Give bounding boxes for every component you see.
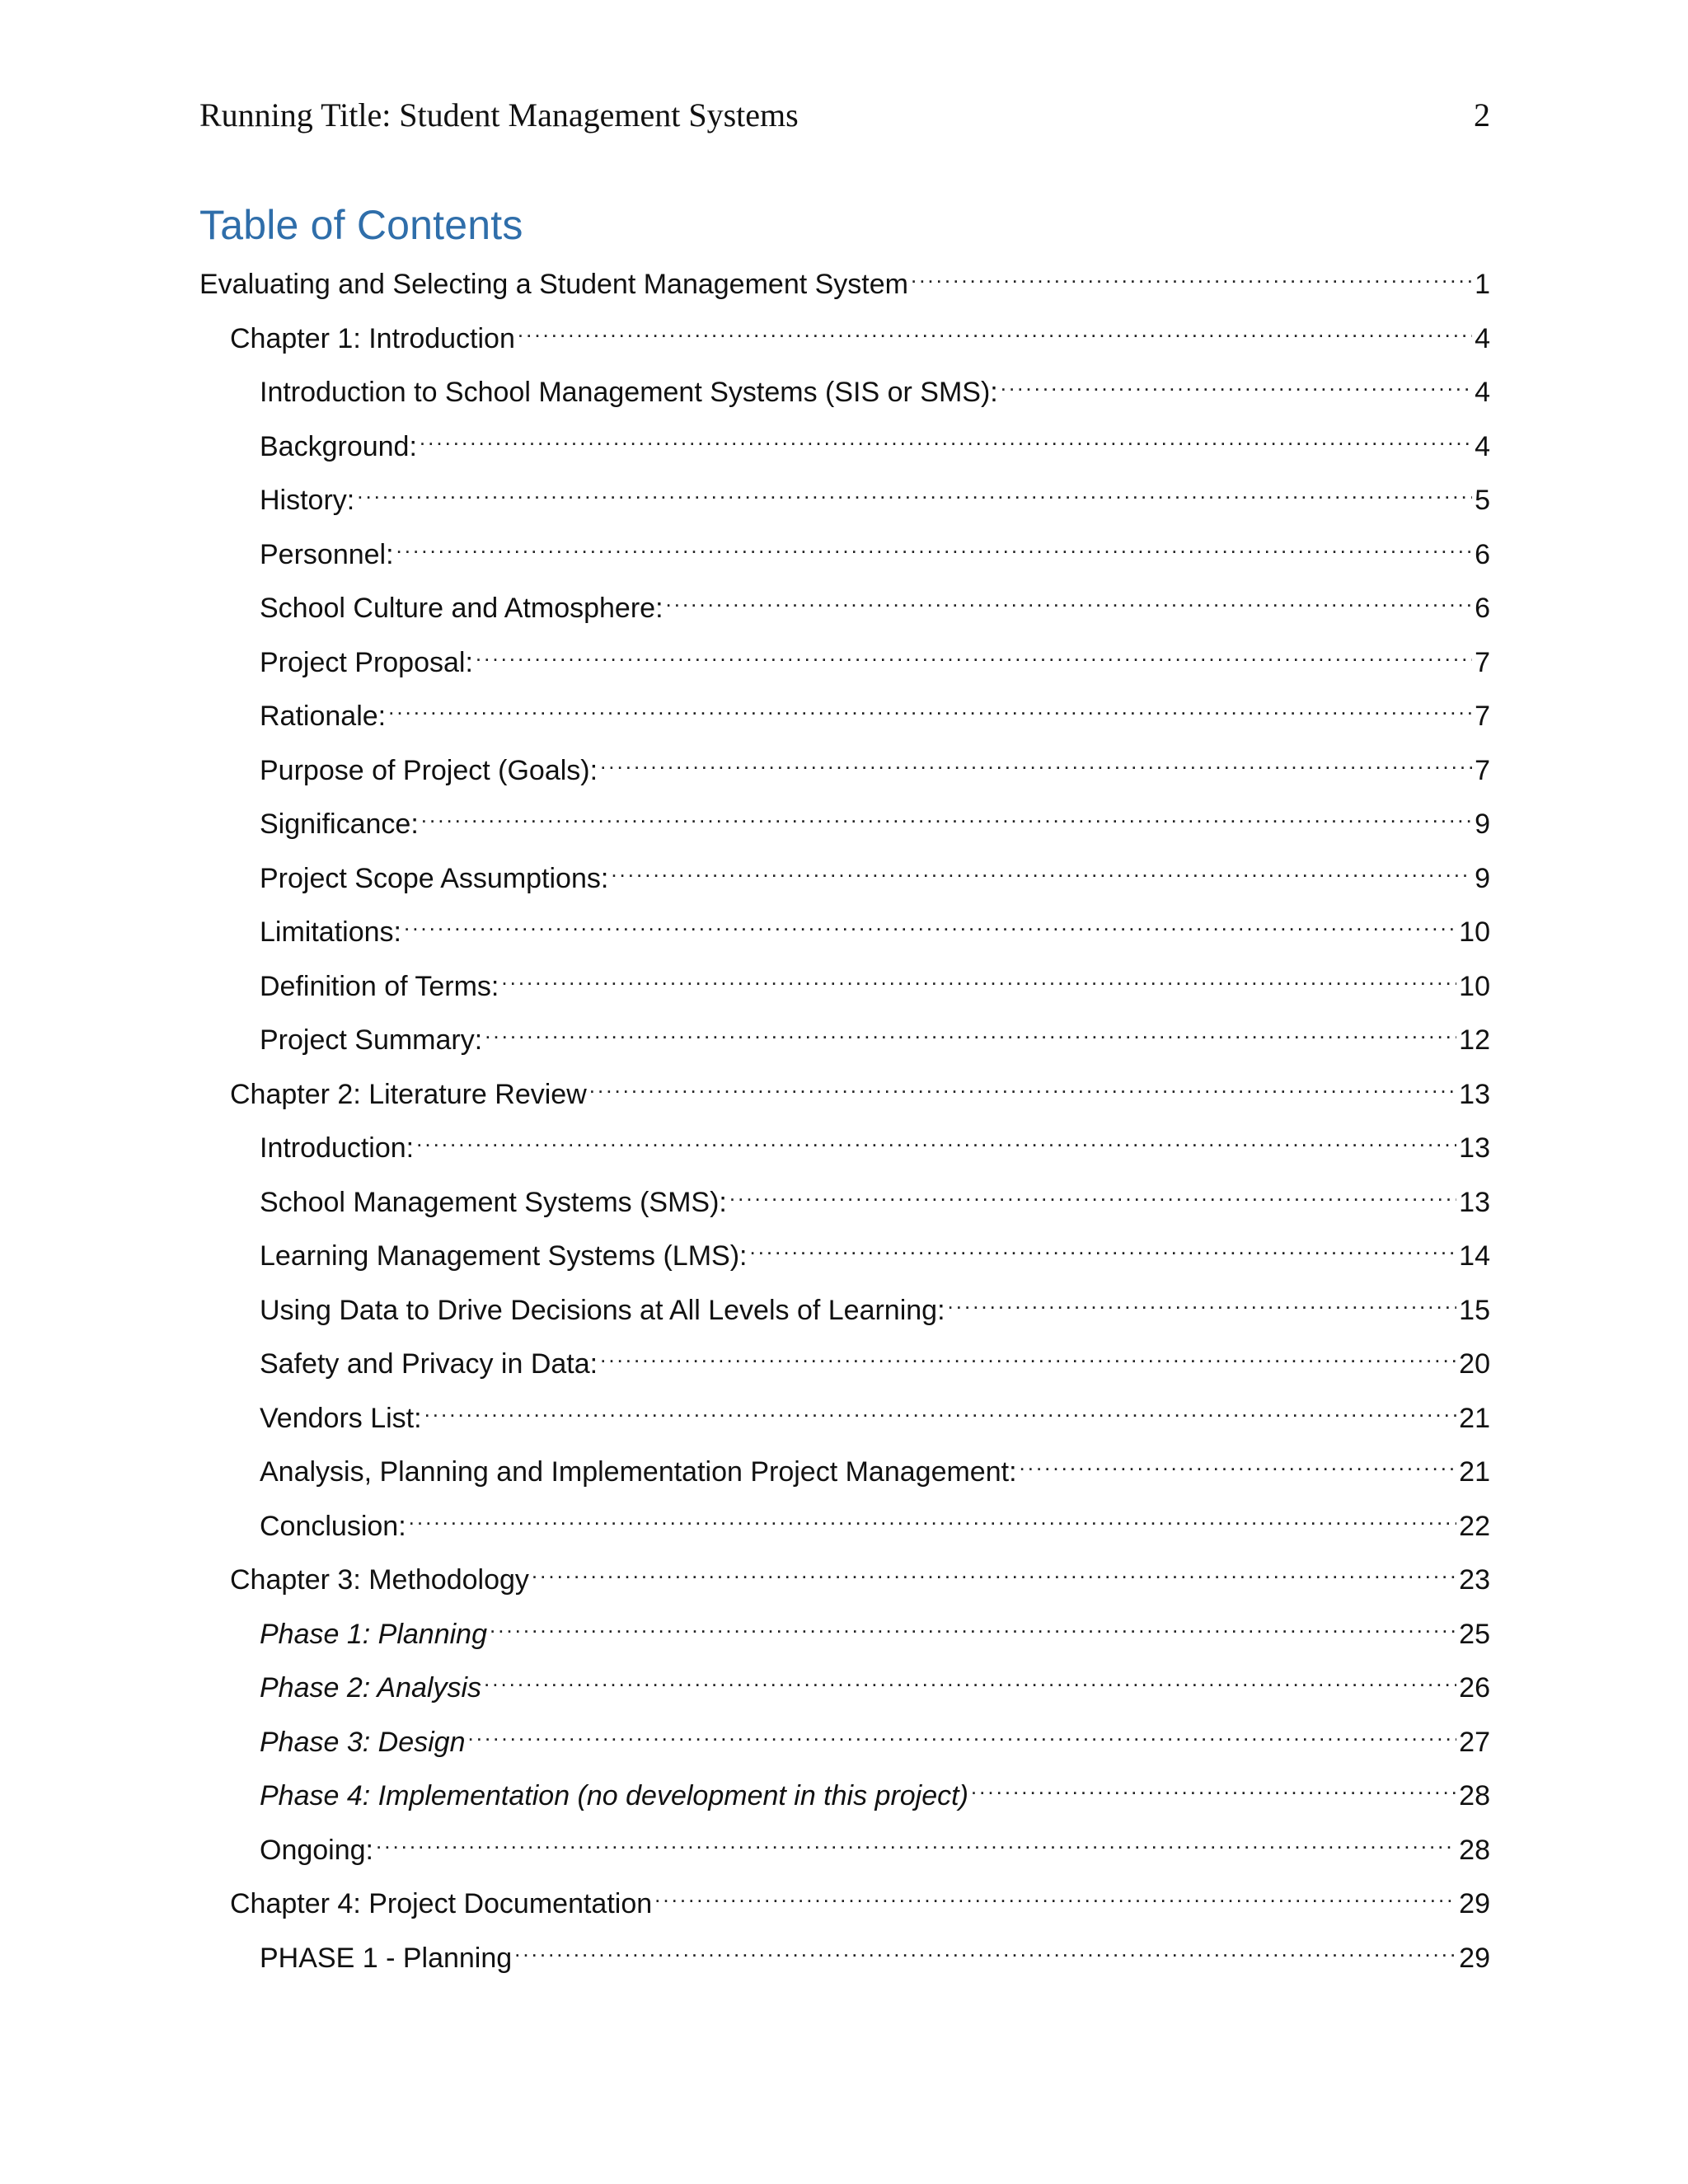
toc-entry-label[interactable]: Analysis, Planning and Implementation Project Management: bbox=[260, 1456, 1017, 1488]
toc-entry-page[interactable]: 4 bbox=[1475, 377, 1490, 408]
toc-entry-page[interactable]: 28 bbox=[1459, 1834, 1490, 1866]
toc-entry-page[interactable]: 14 bbox=[1459, 1240, 1490, 1272]
dot-leader bbox=[600, 1332, 1456, 1373]
toc-entry[interactable] bbox=[199, 1602, 1490, 1657]
toc-entry-label[interactable]: Chapter 4: Project Documentation bbox=[230, 1888, 653, 1919]
toc-entry[interactable] bbox=[199, 954, 1490, 1009]
dot-leader bbox=[1001, 360, 1472, 401]
toc-entry[interactable] bbox=[199, 1764, 1490, 1818]
toc-entry-label[interactable]: Significance: bbox=[260, 808, 419, 840]
toc-entry-label[interactable]: Personnel: bbox=[260, 538, 394, 570]
dot-leader bbox=[911, 252, 1472, 293]
toc-entry-page[interactable]: 7 bbox=[1475, 646, 1490, 678]
toc-entry-label[interactable]: School Culture and Atmosphere: bbox=[260, 593, 663, 624]
toc-entry-page[interactable]: 6 bbox=[1475, 593, 1490, 624]
toc-entry-page[interactable]: 13 bbox=[1459, 1186, 1490, 1218]
dot-leader bbox=[404, 900, 1456, 941]
toc-entry-label[interactable]: Ongoing: bbox=[260, 1834, 373, 1866]
toc-entry-label[interactable]: Learning Management Systems (LMS): bbox=[260, 1240, 748, 1272]
toc-entry-label[interactable]: Phase 4: Implementation (no development in this project) bbox=[260, 1780, 968, 1811]
toc-entry-page[interactable]: 9 bbox=[1475, 808, 1490, 840]
toc-entry[interactable] bbox=[199, 360, 1490, 415]
toc-entry-page[interactable]: 10 bbox=[1459, 916, 1490, 948]
toc-entry-label[interactable]: Chapter 2: Literature Review bbox=[230, 1078, 587, 1110]
toc-entry-page[interactable]: 15 bbox=[1459, 1294, 1490, 1326]
toc-entry-page[interactable]: 13 bbox=[1459, 1078, 1490, 1110]
toc-entry[interactable] bbox=[199, 738, 1490, 793]
dot-leader bbox=[1020, 1440, 1457, 1481]
toc-entry[interactable] bbox=[199, 1008, 1490, 1062]
toc-entry-page[interactable]: 1 bbox=[1475, 269, 1490, 300]
dot-leader bbox=[532, 1548, 1456, 1589]
toc-entry-page[interactable]: 25 bbox=[1459, 1618, 1490, 1650]
toc-entry-label[interactable]: Limitations: bbox=[260, 916, 401, 948]
dot-leader bbox=[600, 738, 1472, 780]
toc-entry[interactable] bbox=[199, 1656, 1490, 1710]
dot-leader bbox=[948, 1278, 1457, 1319]
toc-entry-page[interactable]: 4 bbox=[1475, 430, 1490, 462]
toc-entry[interactable] bbox=[199, 523, 1490, 577]
toc-entry-label[interactable]: Introduction to School Management Systems (SIS or SMS): bbox=[260, 377, 998, 408]
toc-entry-label[interactable]: Vendors List: bbox=[260, 1402, 422, 1434]
toc-entry[interactable] bbox=[199, 1818, 1490, 1872]
toc-entry-label[interactable]: Purpose of Project (Goals): bbox=[260, 754, 598, 786]
dot-leader bbox=[971, 1764, 1456, 1805]
dot-leader bbox=[654, 1872, 1456, 1913]
toc-entry-page[interactable]: 6 bbox=[1475, 538, 1490, 570]
toc-entry-page[interactable]: 12 bbox=[1459, 1024, 1490, 1056]
toc-entry[interactable] bbox=[199, 900, 1490, 954]
toc-entry[interactable] bbox=[199, 1116, 1490, 1170]
toc-entry-label[interactable]: Phase 1: Planning bbox=[260, 1618, 487, 1650]
dot-leader bbox=[376, 1818, 1456, 1859]
toc-entry-page[interactable]: 5 bbox=[1475, 485, 1490, 516]
toc-entry[interactable] bbox=[199, 1170, 1490, 1225]
dot-leader bbox=[514, 1926, 1456, 1967]
toc-entry-label[interactable]: Using Data to Drive Decisions at All Levels of Learning: bbox=[260, 1294, 945, 1326]
toc-entry-label[interactable]: School Management Systems (SMS): bbox=[260, 1186, 727, 1218]
toc-entry[interactable] bbox=[199, 1224, 1490, 1278]
toc-entry-page[interactable]: 10 bbox=[1459, 970, 1490, 1002]
toc-entry-page[interactable]: 26 bbox=[1459, 1672, 1490, 1704]
toc-entry-label[interactable]: Project Proposal: bbox=[260, 646, 473, 678]
toc-entry[interactable] bbox=[199, 684, 1490, 738]
dot-leader bbox=[416, 1116, 1456, 1157]
toc-entry-label[interactable]: History: bbox=[260, 485, 355, 516]
toc-entry-label[interactable]: Chapter 3: Methodology bbox=[230, 1564, 529, 1596]
toc-entry-page[interactable]: 7 bbox=[1475, 701, 1490, 732]
toc-entry-page[interactable]: 7 bbox=[1475, 754, 1490, 786]
toc-entry-page[interactable]: 23 bbox=[1459, 1564, 1490, 1596]
toc-entry-page[interactable]: 29 bbox=[1459, 1888, 1490, 1919]
dot-leader bbox=[409, 1494, 1457, 1535]
toc-entry-label[interactable]: Introduction: bbox=[260, 1132, 415, 1164]
running-title: Running Title: Student Management Systems bbox=[199, 96, 799, 134]
toc-entry[interactable] bbox=[199, 1872, 1490, 1926]
toc-entry-label[interactable]: Evaluating and Selecting a Student Management System bbox=[199, 269, 908, 300]
toc-entry[interactable] bbox=[199, 630, 1490, 685]
toc-entry[interactable] bbox=[199, 846, 1490, 901]
toc-entry-label[interactable]: Rationale: bbox=[260, 701, 387, 732]
dot-leader bbox=[396, 523, 1473, 564]
toc-entry-label[interactable]: Phase 2: Analysis bbox=[260, 1672, 481, 1704]
toc-entry-label[interactable]: PHASE 1 - Planning bbox=[260, 1942, 513, 1974]
dot-leader bbox=[421, 792, 1472, 833]
toc-entry[interactable] bbox=[199, 1710, 1490, 1765]
dot-leader bbox=[357, 468, 1472, 509]
toc-entry-page[interactable]: 28 bbox=[1459, 1780, 1490, 1811]
toc-entry-page[interactable]: 4 bbox=[1475, 322, 1490, 354]
toc-entry-page[interactable]: 27 bbox=[1459, 1726, 1490, 1758]
toc-entry[interactable] bbox=[199, 252, 1490, 307]
toc-entry[interactable] bbox=[199, 1548, 1490, 1602]
toc-entry-label[interactable]: Conclusion: bbox=[260, 1510, 406, 1542]
dot-leader bbox=[484, 1656, 1456, 1697]
dot-leader bbox=[729, 1170, 1456, 1212]
toc-entry-page[interactable]: 13 bbox=[1459, 1132, 1490, 1164]
toc-entry-label[interactable]: Project Scope Assumptions: bbox=[260, 862, 609, 894]
toc-entry-page[interactable]: 21 bbox=[1459, 1402, 1490, 1434]
dot-leader bbox=[424, 1386, 1457, 1427]
dot-leader bbox=[518, 307, 1472, 348]
toc-entry[interactable] bbox=[199, 1062, 1490, 1117]
toc-entry[interactable] bbox=[199, 1278, 1490, 1333]
dot-leader bbox=[749, 1224, 1456, 1265]
table-of-contents bbox=[199, 252, 1490, 1980]
toc-entry[interactable] bbox=[199, 415, 1490, 469]
toc-entry[interactable] bbox=[199, 792, 1490, 846]
toc-entry[interactable] bbox=[199, 1494, 1490, 1549]
dot-leader bbox=[485, 1008, 1456, 1049]
dot-leader bbox=[589, 1062, 1456, 1104]
toc-entry[interactable] bbox=[199, 1332, 1490, 1386]
toc-entry[interactable] bbox=[199, 1440, 1490, 1494]
toc-heading: Table of Contents bbox=[199, 202, 523, 248]
dot-leader bbox=[476, 630, 1472, 672]
dot-leader bbox=[666, 576, 1473, 617]
toc-entry[interactable] bbox=[199, 468, 1490, 523]
toc-entry-label[interactable]: Chapter 1: Introduction bbox=[230, 322, 515, 354]
toc-entry[interactable] bbox=[199, 307, 1490, 361]
toc-entry-label[interactable]: Safety and Privacy in Data: bbox=[260, 1348, 598, 1380]
toc-entry-label[interactable]: Definition of Terms: bbox=[260, 970, 499, 1002]
dot-leader bbox=[420, 415, 1472, 456]
page-header bbox=[199, 96, 1490, 134]
dot-leader bbox=[490, 1602, 1456, 1643]
toc-entry-page[interactable]: 20 bbox=[1459, 1348, 1490, 1380]
toc-entry-label[interactable]: Project Summary: bbox=[260, 1024, 483, 1056]
toc-entry[interactable] bbox=[199, 1926, 1490, 1980]
dot-leader bbox=[501, 954, 1456, 996]
toc-entry-page[interactable]: 29 bbox=[1459, 1942, 1490, 1974]
toc-entry[interactable] bbox=[199, 1386, 1490, 1441]
toc-entry-page[interactable]: 9 bbox=[1475, 862, 1490, 894]
page-number: 2 bbox=[1474, 96, 1490, 134]
toc-entry[interactable] bbox=[199, 576, 1490, 630]
toc-entry-page[interactable]: 22 bbox=[1459, 1510, 1490, 1542]
toc-entry-page[interactable]: 21 bbox=[1459, 1456, 1490, 1488]
toc-entry-label[interactable]: Background: bbox=[260, 430, 417, 462]
dot-leader bbox=[611, 846, 1472, 888]
dot-leader bbox=[468, 1710, 1457, 1751]
dot-leader bbox=[388, 684, 1472, 725]
toc-entry-label[interactable]: Phase 3: Design bbox=[260, 1726, 466, 1758]
